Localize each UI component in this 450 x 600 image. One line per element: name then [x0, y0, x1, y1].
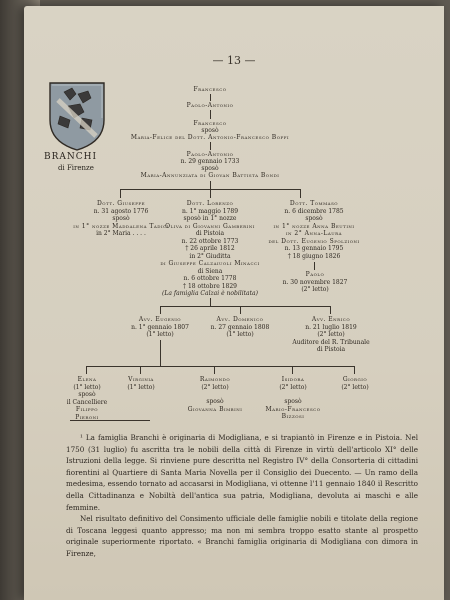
- gen4-spouse: Maria-Annunziata di Giovan Battista Bondi: [140, 172, 280, 179]
- child-lorenzo: Dott. Lorenzo n. 1° maggio 1789 sposò in 1° nozze Oliva di Giovanni Gamberini di Pistoia n. 22 ottobre 1773 † 26 aprile 1812 in 2° Giuditta di Giuseppe Calzaiuoli Minacci di Siena n. 6 ottobre 1778 † 18 ottobre 1829 (La famiglia Calzai è nobilitata): [160, 200, 260, 297]
- gen3-married: sposò: [201, 127, 219, 134]
- gc-giorgio: Giorgio (2° letto): [341, 376, 369, 391]
- son-enrico: Avv. Enrico n. 21 luglio 1819 (2° letto) Auditore del R. Tribunale di Pistoia: [292, 316, 370, 353]
- gen3-name: Francesco: [193, 120, 227, 127]
- footnote: [66, 432, 418, 560]
- gen2-name: Paolo-Antonio: [186, 102, 234, 109]
- family-name: BRANCHI: [44, 152, 98, 162]
- gc-elena: Elena (1° letto) sposò il Cancelliere Filippo Pieroni: [66, 376, 108, 421]
- family-place: di Firenze: [58, 164, 94, 172]
- child-giuseppe: Dott. Giuseppe n. 31 agosto 1776 sposò in 1° nozze Maddalena Tadici in 2° Maria . . . .: [73, 200, 169, 237]
- footnote-paragraph-1: ¹ La famiglia Branchi è originaria di Modigliana, e si trapiantò in Firenze e in Pistoia. Nel 1750 (31 luglio) fu ascritta tra le nobili della città di Firenze in virtù dell'articolo XI° delle Istruzioni della legge. Si rinviene pure descritta nel Registro IV° della Consorteria di cittadini fiorentini al Quartiere di Santa Maria Novella per il Consiglio dei Duecento. — Un ramo della medesima, essendo tornato ad accasarsi in Modigliana, vi ottenne l'11 gennaio 1840 il Rescritto della Cittadinanza e Nobiltà dell'antica sua patria, Modigliana, devoluta ai maschi e alle femmine.: [66, 433, 418, 512]
- son-eugenio: Avv. Eugenio n. 1° gennaio 1807 (1° letto): [131, 316, 189, 338]
- footnote-rule: [70, 420, 150, 421]
- gc-isidora: Isidora (2° letto) sposò Mario-Francesco Bizzosi: [265, 376, 321, 420]
- son-domenico: Avv. Domenico n. 27 gennaio 1808 (1° letto): [210, 316, 270, 338]
- coat-of-arms-icon: [46, 80, 108, 152]
- page-number: — 13 —: [212, 54, 256, 67]
- gen3-spouse: Maria-Felice del Dott. Antonio-Francesco Boffi: [130, 134, 290, 141]
- child-tommaso: Dott. Tommaso n. 6 dicembre 1785 sposò in 1° nozze Anna Beutini in 2° Anna-Laura del Dott. Eugenio Spolzioni n. 13 gennaio 1795 † 18 giugno 1826: [268, 200, 360, 260]
- gen4-birth: n. 29 gennaio 1733: [180, 158, 240, 165]
- gen4-married: sposò: [201, 165, 219, 172]
- gc-raimondo: Raimondo (2° letto) sposò Giovanna Bimbini: [187, 376, 243, 413]
- gen1-name: Francesco: [193, 86, 227, 93]
- gc-virginia: Virginia (1° letto): [127, 376, 155, 391]
- gen4-name: Paolo-Antonio: [186, 151, 234, 158]
- footnote-paragraph-2: Nel risultato definitivo del Consimento ufficiale delle famiglie nobili e titolate della regione di Toscana leggesi quanto appresso; ma non mi sembra troppo esatto stante al prospetto originale superiormente riportato. « Branchi famiglia originaria di Modigliana con dimora in Firenze,: [66, 514, 418, 558]
- child-paolo: Paolo n. 30 novembre 1827 (2° letto): [282, 271, 348, 293]
